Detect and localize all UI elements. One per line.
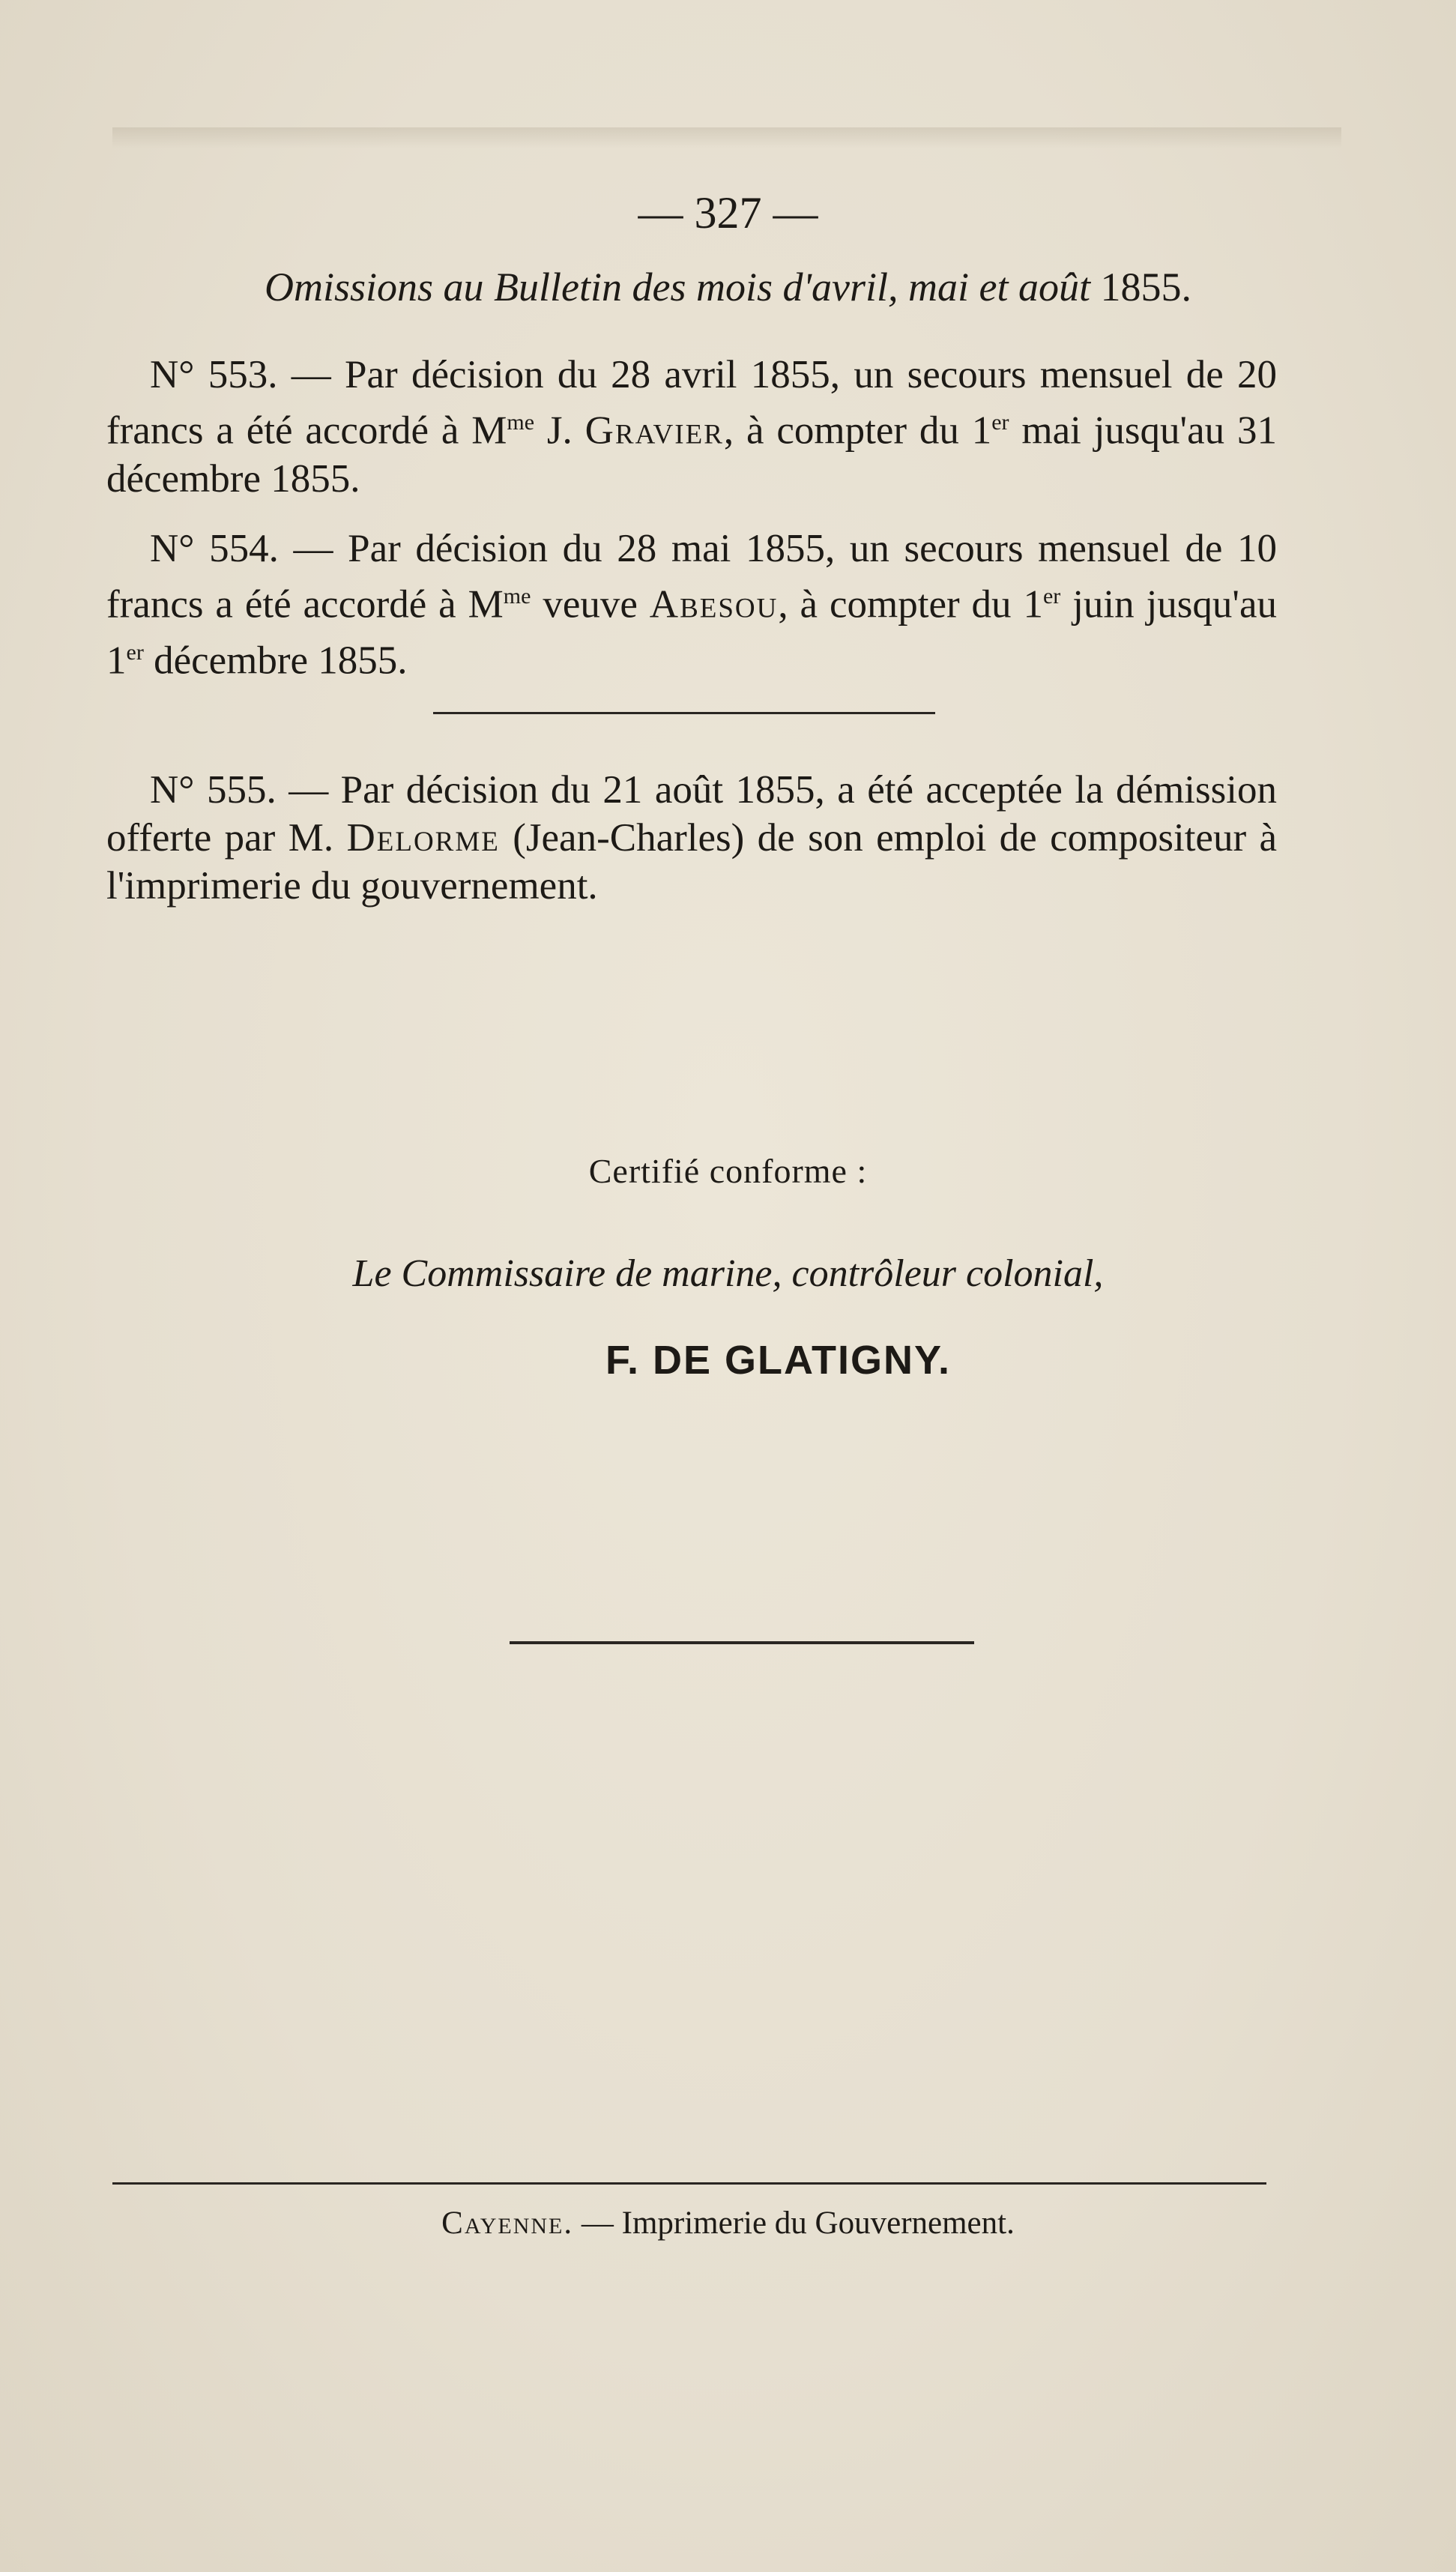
page-edge-shadow [112, 127, 1341, 148]
date-superscript: er [1042, 584, 1061, 609]
entry-text: , à compter du 1 [723, 408, 992, 453]
entry-name: Delorme [346, 816, 500, 860]
signature-name: F. DE GLATIGNY. [605, 1338, 952, 1383]
heading-year: 1855. [1100, 265, 1192, 310]
date-superscript: er [991, 410, 1009, 435]
entry-text: mai jusqu'au 31 décembre 1855. [106, 408, 1277, 501]
entry-text: — Par décision du 28 mai 1855, un secours mensuel de 10 francs a été accordé à M [106, 527, 1278, 627]
title-superscript: me [507, 410, 535, 435]
bleed-through-texture [105, 1087, 1289, 2136]
date-superscript: er [126, 639, 144, 665]
divider-rule [433, 712, 935, 714]
entry-name-prefix: veuve [531, 582, 650, 627]
closing-rule [510, 1641, 974, 1644]
commissaire-line: Le Commissaire de marine, contrôleur colonial, [352, 1252, 1104, 1295]
entry-554 [106, 525, 1277, 684]
entry-number: N° 554. [150, 527, 279, 570]
entry-555 [106, 766, 1277, 910]
imprint-city: Cayenne. [441, 2206, 574, 2241]
entry-text: juin jusqu'au 1 [106, 582, 1277, 683]
certification-line: Certifié conforme : [588, 1152, 868, 1190]
entry-name-prefix: J. [534, 408, 585, 453]
page-number: — 327 — [638, 188, 818, 238]
imprint-rule [112, 2182, 1266, 2185]
entry-text: décembre 1855. [143, 639, 408, 683]
heading-italic: Omissions au Bulletin des mois d'avril, mai et août [264, 265, 1091, 310]
entry-name: Gravier [584, 408, 724, 453]
entry-text: — Par décision du 21 août 1855, a été acceptée la démission offerte par M. [106, 768, 1278, 860]
entry-553 [106, 351, 1277, 503]
entry-name: Abesou [649, 582, 779, 627]
entry-number: N° 553. [150, 353, 278, 396]
imprint-line [0, 2205, 1456, 2242]
entry-number: N° 555. [150, 768, 277, 812]
entry-text: , à compter du 1 [778, 582, 1043, 627]
entry-text: — Par décision du 28 avril 1855, un secours mensuel de 20 francs a été accordé à M [106, 353, 1277, 453]
entry-text: (Jean-Charles) de son emploi de compositeur à l'imprimerie du gouvernement. [106, 816, 1278, 908]
section-heading [0, 264, 1456, 310]
imprint-text: — Imprimerie du Gouvernement. [573, 2206, 1015, 2241]
title-superscript: me [503, 584, 531, 609]
